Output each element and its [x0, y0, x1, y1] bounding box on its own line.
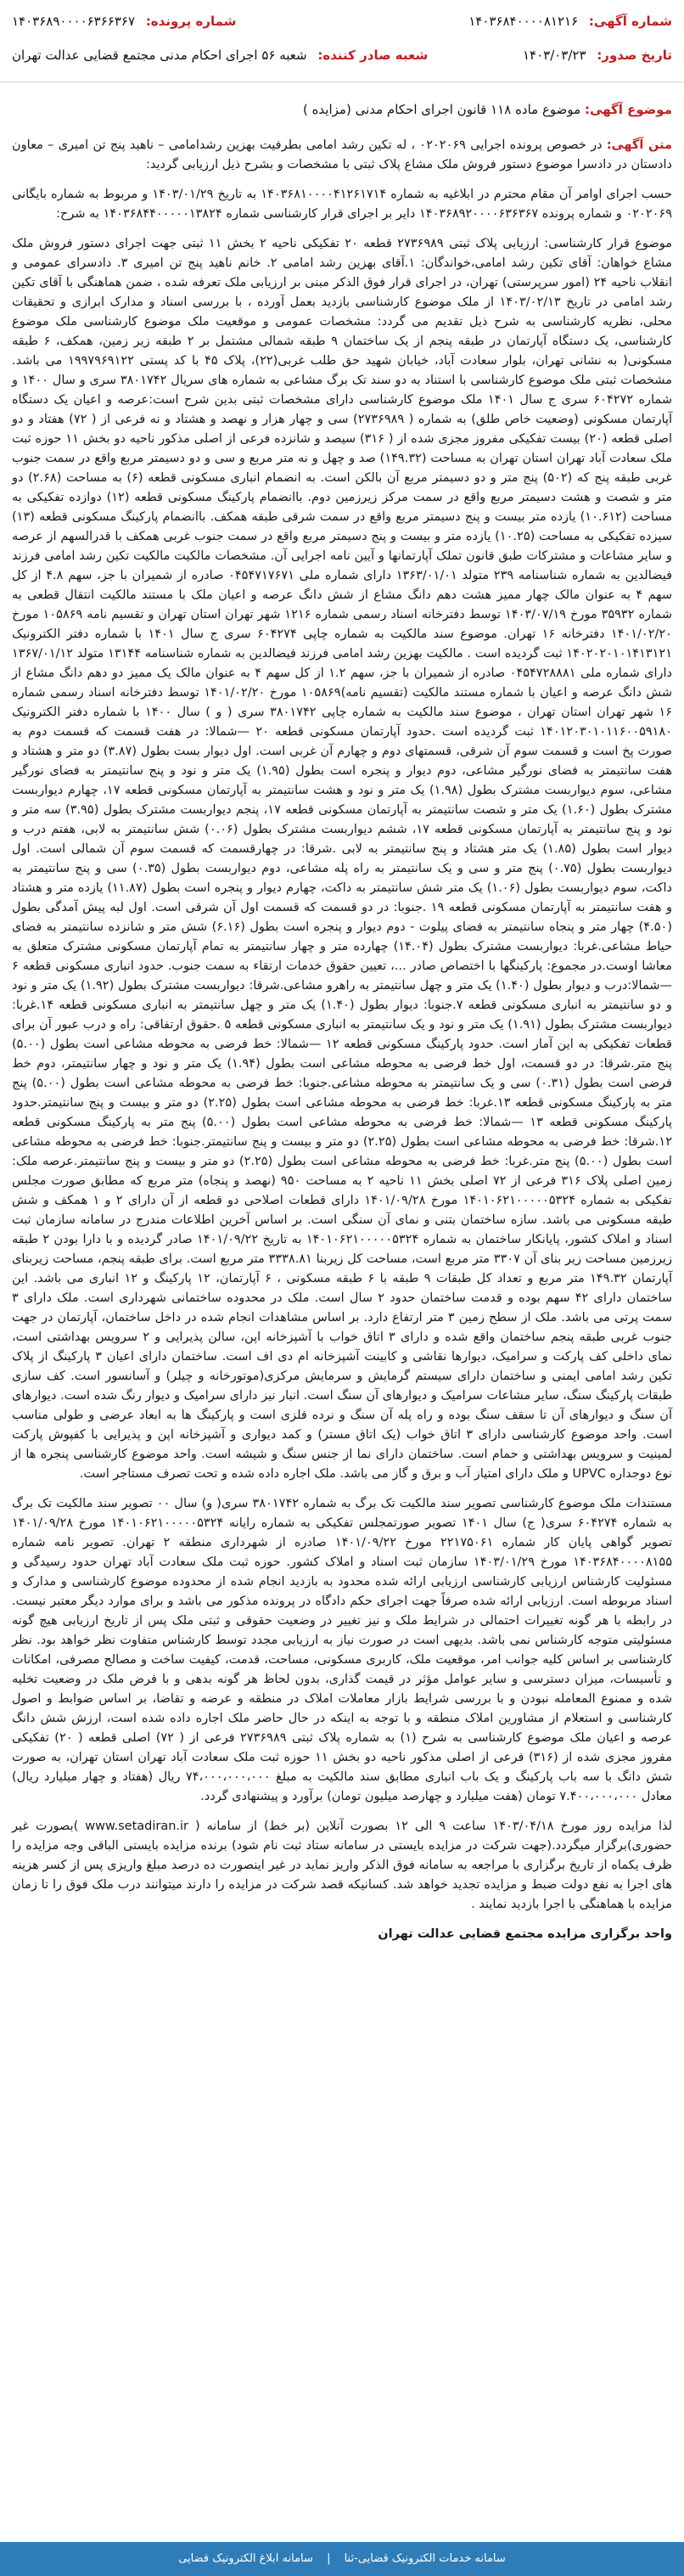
auction-intro: لذا مزایده روز [594, 1820, 672, 1833]
body-paragraph-documents: مستندات ملک موضوع کارشناسی تصویر سند مالکیت تک برگ به شماره ۳۸۰۱۷۴۲ سری( و) سال ۰۰ تصویر سند مالکیت تک برگ به شماره ۶۰۴۲۷۴ سری( ج) سال ۱۴۰۱ تصویر صورتمجلس تفکیکی به شماره رایانه ۱۴۰۱۰۶۲۱۰۰۰۰۰۵۳۲۴ مورخ ۱۴۰۱/۰۹/۲۸ تصویر گواهی پایان کار شماره ۲۲۱۷۵۰۶۱ مورخ ۱۴۰۱/۰۹/۲۲ صادره از شهرداری منطقه ۲ تهران. تصویر نامه شماره ۱۴۰۳۶۸۴۰۰۰۰۸۱۵۵ مورخ ۱۴۰۳/۰۱/۲۹ سازمان ثبت اسناد و املاک کشور. حوزه ثبت ملک سعادت آباد تهران حدود رسیدگی و مسئولیت کارشناس ارزیابی کارشناسی ارزیابی ارائه شده محدود به بازدید انجام شده از محدوده موضوع کارشناسی و مدارک و اسناد مربوطه است. ارزیابی ارائه شده صرفاً جهت اجرای حکم دادگاه در پرونده مذکور می باشد و برای موارد دیگر معتبر نیست. در رابطه با هر گونه تغییرات احتمالی در شرایط ملک و نیز تغییر در وضعیت حقوقی و ثبتی ملک پس از تاریخ ارزیابی هیچ گونه مسئولیتی متوجه کارشناس نمی باشد. بدیهی است در صورت نیاز به ارزیابی مجدد توسط کارشناس متفاوت نظر خواهد بود. نظر کارشناسی بر اساس کلیه جوانب امر، موقعیت ملک، کاربری مسکونی، مساحت، قدمت، کیفیت ساخت و مصالح مصرفی، امکانات و تأسیسات، میزان دسترسی و سایر عوامل مؤثر در قیمت گذاری، بدون لحاظ هر گونه بدهی و با فرض ملک در وضعیت تخلیه شده و ممنوع المعامله نبودن و با بررسی شرایط بازار معاملات املاک در منطقه و عرضه و تقاضا، بر اساس ضوابط و اصول کارشناسی و استعلام از مشاورین املاک منطقه و با توجه به اینکه در حال حاضر ملک اجاره داده شده است، ارزش شش دانگ عرصه و اعیان ملک موضوع کارشناسی به شرح (۱) به شماره پلاک ثبتی ۲۷۳۶۹۸۹ فرعی از ( ۷۲) اصلی قطعه ( ۲۰) تفکیکی مفروز مجزی شده از (۳۱۶) فرعی از اصلی مذکور ناحیه دو بخش ۱۱ حوزه ثبت ملک سعادت آباد تهران استان تهران، به صورت شش دانگ با سه باب پارکینگ و یک باب انباری مطابق سند مالکیت به مبلغ ۷۴،۰۰۰،۰۰۰،۰۰۰ ریال (هفتاد و چهار میلیارد ریال) معادل ۷.۴۰۰،۰۰۰،۰۰۰ تومان (هفت میلیارد و چهارصد میلیون تومان) برآورد و پیشنهادی گردد. [12, 1497, 673, 1803]
body-paragraph-appraisal: موضوع قرار کارشناسی: ارزیابی پلاک ثبتی ۲۷۳۶۹۸۹ قطعه ۲۰ تفکیکی ناحیه ۲ بخش ۱۱ ثبتی جهت اجرای دستور فروش ملک مشاع خواهان: آقای تکین رشد امامی،خواندگان: ۱.آقای بهزین رشد امامی ۲. خانم ناهید پنج تن امیری ۳. دادسرای عمومی و انقلاب ناحیه ۲۴ (امور سرپرستی) تهران، در اجرای قرار فوق الذکر مبنی بر ارزیابی ملک تعرفه شده ، ضمن هماهنگی با آقای تکین رشد امامی در تاریخ ۱۴۰۳/۰۲/۱۳ از ملک موضوع کارشناسی بازدید بعمل آورده ، با بررسی اسناد و مدارک ابرازی و تحقیقات محلی، نظریه کارشناسی به شرح ذیل تقدیم می گردد: مشخصات عمومی و موقعیت ملک موضوع کارشناسی ملک موضوع کارشناسی، یک دستگاه آپارتمان در طبقه پنجم از یک ساختمان ۹ طبقه شمالی مشتمل بر ۲ طبقه زیر زمین، همکف، ۶ طبقه مسکونی( به نشانی تهران، بلوار سعادت آباد، خیابان شهید حق طلب غربی(۲۲)، پلاک ۴۵ با کد پستی ۱۹۹۷۹۶۹۱۲۲ می باشد. مشخصات ثبتی ملک موضوع کارشناسی با استناد به دو سند تک برگ مشاعی به شماره های سریال ۳۸۰۱۷۴۲ سری و سال ۱۴۰۰ و شماره ۶۰۴۲۷۲ سری ج سال ۱۴۰۱ ملک موضوع کارشناسی دارای مشخصات ثبتی بدین شرح است:عرصه و اعیان یک دستگاه آپارتمان مسکونی (وضعیت خاص طلق) به شماره ( ۲۷۳۶۹۸۹) سی و چهار هزار و نهصد و هشتاد و نه فرعی از ( ۷۲) هفتاد و دو اصلی قطعه (۲۰) بیست تفکیکی مفروز مجزی شده از ( ۳۱۶) سیصد و شانزده فرعی از اصلی مذکور ناحیه دو بخش ۱۱ حوزه ثبت ملک سعادت آباد تهران استان تهران به مساحت (۱۴۹.۳۲) صد و چهل و نه متر مربع و سی و دو دسیمتر مربع واقع در سمت جنوب غربی طبقه پنج که (۵۰۲) پنج متر و دو دسیمتر مربع آن بالکن است. به انضمام انباری مسکونی قطعه (۶) به مساحت (۲.۶۸) دو متر و شصت و هشت دسیمتر مربع واقع در سمت مرکز زیرزمین دوم. باانضمام پارکینگ مسکونی قطعه (۱۲) دوازده تفکیکی به مساحت (۱۰.۶۱۲) یازده متر بیست و پنج دسیمتر مربع واقع در سمت شرقی طبقه همکف. باانضمام پارکینگ مسکونی قطعه (۱۳) سیزده تفکیکی به مساحت (۱۰.۲۵) یازده متر و بیست و پنج دسیمتر مربع واقع در سمت جنوب غربی همکف با قدرالسهم از عرصه و سایر مشاعات و مشترکات طبق قانون تملک آپارتمانها و آیین نامه اجرایی آن. مشخصات مالکیت مالکیت تکین رشد امامی فرزند فیضالدین به شماره شناسنامه ۲۳۹ متولد ۱۳۶۳/۰۱/۰۱ دارای شماره ملی ۰۴۵۴۷۱۷۶۷۱ صادره از شمیران با جز، سهم ۴.۸ از کل سهم ۴ به عنوان مالک چهار ممیز هشت دهم دانگ مشاع از شش دانگ عرصه و اعیان ملک با مستند مالکیت انتقال قطعی به شماره ۳۵۹۳۲ مورخ ۱۴۰۳/۰۷/۱۹ توسط دفترخانه اسناد رسمی شماره ۱۲۱۶ شهر تهران استان تهران و تقسیم نامه ۱۰۵۸۶۹ مورخ ۱۴۰۱/۰۲/۲۰ دفترخانه ۱۶ تهران. موضوع سند مالکیت به شماره چاپی ۶۰۴۲۷۴ سری ج سال ۱۴۰۱ با شماره دفتر الکترونیک ۱۴۰۲۰۲۰۱۰۱۴۱۳۱۲۱ ثبت گردیده است . مالکیت بهزین رشد امامی فرزند فیضالدین به شماره شناسنامه ۱۳۱۴۴ متولد ۱۳۶۷/۰۱/۱۲ دارای شماره ملی ۰۴۵۴۷۲۸۸۸۱ صادره از شمیران با جز، سهم ۱.۲ از کل سهم ۴ به عنوان مالک یک ممیز دو دهم دانگ مشاع از شش دانگ عرصه و اعیان با شماره مستند مالکیت (تقسیم نامه)۱۰۵۸۶۹ مورخ ۱۴۰۱/۰۲/۲۰ توسط دفترخانه اسناد رسمی شماره ۱۶ شهر تهران استان تهران ، موضوع سند مالکیت به شماره چاپی ۳۸۰۱۷۴۲ سری ( و ) سال ۱۴۰۰ با شماره دفتر الکترونیک ۱۴۰۱۲۰۳۰۱۰۱۱۶۰۰۵۹۱۸۰ ثبت گردیده است .حدود آپارتمان مسکونی قطعه ۲۰ —شمالا: در هفت قسمت که قسمت دوم به صورت پخ است و قسمت سوم آن شرقی، قسمتهای دوم و چهارم آن غربی است. اول دیوار بست بطول (۳.۸۷) دو متر و هشتاد و هفت سانتیمتر به فضای نورگیر مشاعی، دوم دیوار و پنجره است بطول (۱.۹۵) یک متر و نود و پنج سانتیمتر به فضای نورگیر مشاعی، سوم دیواربست مشترک بطول (۱.۹۸) یک متر و نود و هشت سانتیمتر به آپارتمان مسکونی قطعه ۱۷، چهارم دیواربست مشترک بطول (۱.۶۰) یک متر و شصت سانتیمتر به آپارتمان مسکونی قطعه ۱۷، پنجم دیواربست مشترک بطول (۳.۹۵) سه متر و نود و پنج سانتیمتر به آپارتمان مسکونی قطعه ۱۷، ششم دیواربست مشترک بطول (۰.۰۶) شش سانتیمتر به لابی، هفتم درب و دیوار است بطول (۱.۸۵) یک متر هشتاد و پنج سانتیمتر به لابی .شرقا: در چهارقسمت که قسمت سوم آن شمالی است. اول دیواربست بطول (۰.۷۵) پنج متر و سی و یک سانتیمتر به راه پله مشاعی، دوم دیواربست بطول (۰.۳۵) سی و پنج سانتیمتر به داکت، سوم دیواربست بطول (۱.۰۶) یک متر شش سانتیمتر به داکت، چهارم دیوار و پنجره است بطول (۱۱.۸۷) یازده متر و هشتاد و هفت سانتیمتر به آپارتمان مسکونی قطعه ۱۹ .جنوبا: در دو قسمت که قسمت اول آن شرقی است. اول لبه پیش آمدگی بطول (۴.۵۰) چهار متر و پنجاه سانتیمتر به فضای پیلوت - دوم دیوار و پنجره است بطول (۶.۱۶) شش متر و شانزده سانتیمتر به فضای حیاط مشاعی.غربا: دیواربست مشترک بطول (۱۴.۰۴) چهارده متر و چهار سانتیمتر به تمام آپارتمان مسکونی مشترک متعلق به معاشا اوست.در مجموع: پارکینگها با اختصاص صادر ...، تعیین حقوق خدمات ارتقاء به سمت جنوب. حدود انباری مسکونی قطعه ۶ —شمالا:درب و دیوار بطول (۱.۴۰) یک متر و چهل سانتیمتر به راهرو مشاعی.شرقا: دیواربست مشترک بطول (۱.۹۲) یک متر و نود و دو سانتیمتر به انباری مسکونی قطعه ۷.جنوبا: دیوار بطول (۱.۴۰) یک متر و چهل سانتیمتر به انباری مسکونی قطعه ۱۴.غربا: دیواربست مشترک بطول (۱.۹۱) یک متر و نود و یک سانتیمتر به انباری مسکونی قطعه ۵ .حقوق ارتفاقی: راه و درب عبور آن برای قطعات تفکیکی به این آمار است. حدود پارکینگ مسکونی قطعه ۱۲ —شمالا: خط فرضی به محوطه مشاعی است بطول (۵.۰۰) پنج متر.شرقا: در دو قسمت، اول خط فرضی به محوطه مشاعی است بطول (۱.۹۴) یک متر و نود و چهار سانتیمتر، دوم خط فرضی است بطول (۰.۳۱) سی و یک سانتیمتر به محوطه مشاعی.جنوبا: خط فرضی به محوطه مشاعی است بطول (۵.۰۰) پنج متر به پارکینگ مسکونی قطعه ۱۳.غربا: خط فرضی به محوطه مشاعی است بطول (۲.۲۵) دو متر و بیست و پنج سانتیمتر.حدود پارکینگ مسکونی قطعه ۱۳ —شمالا: خط فرضی به محوطه مشاعی است بطول (۵.۰۰) پنج متر به پارکینگ مسکونی قطعه ۱۲.شرقا: خط فرضی به محوطه مشاعی است بطول (۲.۲۵) دو متر و بیست و پنج سانتیمتر.جنوبا: خط فرضی به محوطه مشاعی است بطول (۵.۰۰) پنج متر.غربا: خط فرضی به محوطه مشاعی است بطول (۲.۲۵) دو متر و بیست و پنج سانتیمتر.عرصه ملک: زمین اصلی پلاک ۳۱۶ فرعی از ۷۲ اصلی بخش ۱۱ ناحیه ۲ به مساحت ۹۵۰ (نهصد و پنجاه) متر مربع که مطابق صورت مجلس تفکیکی به شماره ۱۴۰۱۰۶۲۱۰۰۰۰۰۵۳۲۴ مورخ ۱۴۰۱/۰۹/۲۸ دارای قطعات اصلاحی دو قطعه از آن دارای ۲ و ۱ همکف و شش طبقه مسکونی می باشد. سازه ساختمان بتنی و نمای آن سنگی است. بر اساس آخرین اطلاعات مندرج در سامانه سازمان ثبت اسناد و املاک کشور، پایانکار ساختمان به شماره ۱۴۰۱۰۶۲۱۰۰۰۰۰۵۳۲۴ به تاریخ ۱۴۰۱/۰۹/۲۲ صادر گردیده و با دارا بودن ۲ طبقه زیرزمین مساحت زیر بنای آن ۳۳۰۷ متر مربع است، مساحت کل زیربنا ۳۳۳۸.۸۱ متر مربع است. برای طبقه پنجم، مساحت زیربنای آپارتمان ۱۴۹.۳۲ متر مربع و تعداد کل طبقات ۹ طبقه با ۶ طبقه مسکونی ، ۶ آپارتمان، ۱۲ پارکینگ و ۱۲ انباری می باشد. این ساختمان دارای ۴۲ سهم بوده و قدمت ساختمان حدود ۲ سال است. ملک در محدوده ساختمانی شهرداری است. ملک دارای ۳ سمت پرتی می باشد. ملک از سطح زمین ۳ متر ارتفاع دارد. بر اساس مشاهدات انجام شده در داخل ساختمان، آپارتمان در جهت جنوب غربی طبقه پنجم ساختمان واقع شده و دارای ۳ اتاق خواب با آشپزخانه اپن، سالن پذیرایی و ۲ سرویس بهداشتی است، نمای داخلی کف پارکت و سرامیک، دیوارها نقاشی و کابینت آشپزخانه ام دی اف است. ساختمان دارای اعیان ۳ پارکینگ از پلاک تکین رشد امامی ایمنی و ساختمان دارای سیستم گرمایش و سرمایش مرکزی(موتورخانه و چیلر) و آسانسور است. کف سازی طبقات پارکینگ سنگ، سایر مشاعات سرامیک و دیوارهای آن سنگ است. انبار نیز دارای سرامیک و دیوار رنگ شده است. دیوارهای آن سنگ و دیوارهای آن تا سقف سنگ بوده و راه پله آن سنگ و نرده فلزی است و پارکینگ ها به ابعاد عرضی و طولی مناسب است. واحد موضوع کارشناسی دارای ۳ اتاق خواب (یک اتاق مستر) و کمد دیواری و آشپزخانه اپن و پذیرایی با کفپوش پارکت لمینیت و سرویس بهداشتی و حمام است. ساختمان دارای نما از جنس سنگ و شیشه است. واحد موضوع کارشناسی پنجره ها از نوع دوجداره UPVC و ملک دارای امتیاز آب و برق و گاز می باشد. ملک اجاره داده شده و تحت تصرف مستاجر است. [12, 237, 673, 1481]
footer-bar [0, 2542, 684, 2576]
subject-label: موضوع آگهی: [584, 102, 672, 117]
case-number-value: ۱۴۰۳۶۸۹۰۰۰۰۶۳۶۶۳۶۷ [12, 14, 136, 29]
issuing-branch-value: شعبه ۵۶ اجرای احکام مدنی مجتمع قضایی عدالت تهران [12, 48, 307, 63]
body-label: متن آگهی: [606, 138, 672, 152]
issuing-branch-label: شعبه صادر کننده: [317, 48, 429, 63]
header-row-1 [12, 8, 672, 34]
notice-header [0, 0, 684, 82]
body-paragraph-order: حسب اجرای اوامر آن مقام محترم در ابلاغیه به شماره ۱۴۰۳۶۸۱۰۰۰۰۴۱۲۶۱۷۱۴ به تاریخ ۱۴۰۳/۰۱/۲۹ و مربوط به شماره بایگانی ۰۲۰۲۰۶۹ و شماره پرونده ۱۴۰۳۶۸۹۲۰۰۰۰۶۳۶۳۶۷ دایر بر اجرای قرار کارشناسی شماره ۱۴۰۳۶۸۴۴۰۰۰۰۰۱۳۸۲۴ به شرح: [12, 188, 672, 221]
issue-date-value: ۱۴۰۳/۰۳/۲۳ [522, 48, 586, 63]
signature: واحد برگزاری مزایده مجتمع قضایی عدالت تهران [378, 1927, 672, 1941]
notice-subject [12, 98, 672, 121]
footer-link-eblagh[interactable]: سامانه ابلاغ الکترونیک قضایی [178, 2552, 313, 2565]
tracking-value: ۱۴۰۳۶۸۴۰۰۰۰۸۱۲۱۶ [468, 14, 579, 29]
issue-date [523, 42, 672, 68]
notice-body [12, 136, 672, 1954]
issue-date-label: تاریخ صدور: [597, 48, 672, 63]
footer-separator: | [327, 2552, 331, 2565]
body-paragraph-auction [12, 1817, 672, 1915]
case-number-label: شماره پرونده: [145, 14, 237, 29]
body-intro-text: در خصوص پرونده اجرایی ۰۲۰۲۰۶۹ ، له تکین رشد امامی بطرفیت بهزین رشدامامی – ناهید پنج تن امیری – معاون دادستان در دادسرا موضوع دستور فروش ملک مشاع پلاک ثبتی با مشخصات و بشرح ذیل ارزیابی گردید: [12, 138, 672, 172]
case-number [12, 8, 236, 34]
issuing-branch [12, 42, 428, 68]
footer-link-sana[interactable]: سامانه خدمات الکترونیک قضایی-ثنا [344, 2552, 506, 2565]
tracking-label: شماره آگهی: [588, 14, 672, 29]
body-paragraph-intro [12, 136, 672, 175]
subject-value: موضوع ماده ۱۱۸ قانون اجرای احکام مدنی (مزایده ) [302, 102, 581, 117]
header-row-2 [12, 42, 672, 68]
auction-text: مورخ ۱۴۰۳/۰۴/۱۸ ساعت ۹ الی ۱۲ بصورت آنلاین (بر خط) از سامانه ( www.setadiran.ir )بصورت غیر حضوری)برگزار میگردد.(جهت شرکت در مزایده بایستی در سامانه ستاد ثبت نام شود) برنده مزایده بایستی الباقی وجه مزایده را ظرف یکماه از تاریخ برگزاری با مراجعه به سامانه فوق الذکر واریز نماید در غیر اینصورت ده درصد مبلغ واریزی پس از کسر هزینه های اجرا به نفع دولت ضبط و مزایده تجدید خواهد شد. کسانیکه قصد شرکت در مزایده را دارند میتوانند درب ملک فوق را تا زمان مزایده با هماهنگی با اجرا بازدید نمایند . [12, 1820, 672, 1911]
tracking-number [468, 8, 672, 34]
